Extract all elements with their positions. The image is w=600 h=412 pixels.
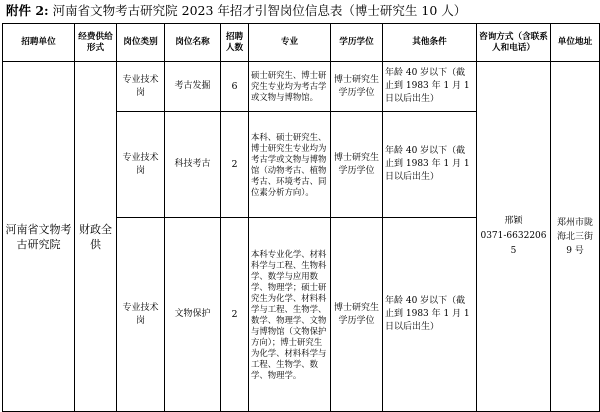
header-address: 单位地址: [551, 24, 600, 62]
title-text: 河南省文物考古研究院 2023 年招才引智岗位信息表（博士研究生 10 人）: [52, 3, 467, 18]
header-conditions: 其他条件: [383, 24, 477, 62]
header-major: 专业: [249, 24, 331, 62]
table-row: [3, 62, 600, 112]
header-count: 招聘人数: [221, 24, 249, 62]
title-label: 附件 2:: [6, 3, 49, 18]
header-position: 岗位名称: [165, 24, 221, 62]
cell-funding: 财政全供: [75, 62, 117, 412]
cell-conditions: 年龄 40 岁以下（截止到 1983 年 1 月 1 日以后出生）: [383, 218, 477, 412]
cell-address: 郑州市陇海北三街 9 号: [551, 62, 600, 412]
table-header-row: [3, 24, 600, 62]
cell-position: 科技考古: [165, 112, 221, 218]
cell-major: 本科、硕士研究生、博士研究生专业均为考古学或文物与博物馆（动物考古、植物考古、环境考古、同位素分析方向）。: [249, 112, 331, 218]
cell-position: 文物保护: [165, 218, 221, 412]
header-unit: 招聘单位: [3, 24, 75, 62]
cell-degree: 博士研究生学历学位: [331, 62, 383, 112]
page-title: [6, 2, 466, 20]
cell-count: 2: [221, 112, 249, 218]
cell-unit: 河南省文物考古研究院: [3, 62, 75, 412]
cell-count: 6: [221, 62, 249, 112]
cell-count: 2: [221, 218, 249, 412]
cell-category: 专业技术岗: [117, 218, 165, 412]
recruitment-table: [2, 23, 600, 412]
cell-conditions: 年龄 40 岁以下（截止到 1983 年 1 月 1 日以后出生）: [383, 62, 477, 112]
header-category: 岗位类别: [117, 24, 165, 62]
cell-major: 硕士研究生、博士研究生专业均为考古学或文物与博物馆。: [249, 62, 331, 112]
header-contact: 咨询方式（含联系人和电话）: [477, 24, 551, 62]
header-funding: 经费供给形式: [75, 24, 117, 62]
cell-degree: 博士研究生学历学位: [331, 218, 383, 412]
cell-degree: 博士研究生学历学位: [331, 112, 383, 218]
cell-contact: 邢颖 0371-66322065: [477, 62, 551, 412]
cell-category: 专业技术岗: [117, 62, 165, 112]
cell-category: 专业技术岗: [117, 112, 165, 218]
cell-conditions: 年龄 40 岁以下（截止到 1983 年 1 月 1 日以后出生）: [383, 112, 477, 218]
header-degree: 学历学位: [331, 24, 383, 62]
cell-major: 本科专业化学、材料科学与工程、生物科学、数学与应用数学、物理学；硕士研究生为化学、材料科学与工程、生物学、数学、物理学、文物与博物馆（文物保护方向）；博士研究生为化学、材料科学与工程、生物学、数学、物理学。: [249, 218, 331, 412]
cell-position: 考古发掘: [165, 62, 221, 112]
